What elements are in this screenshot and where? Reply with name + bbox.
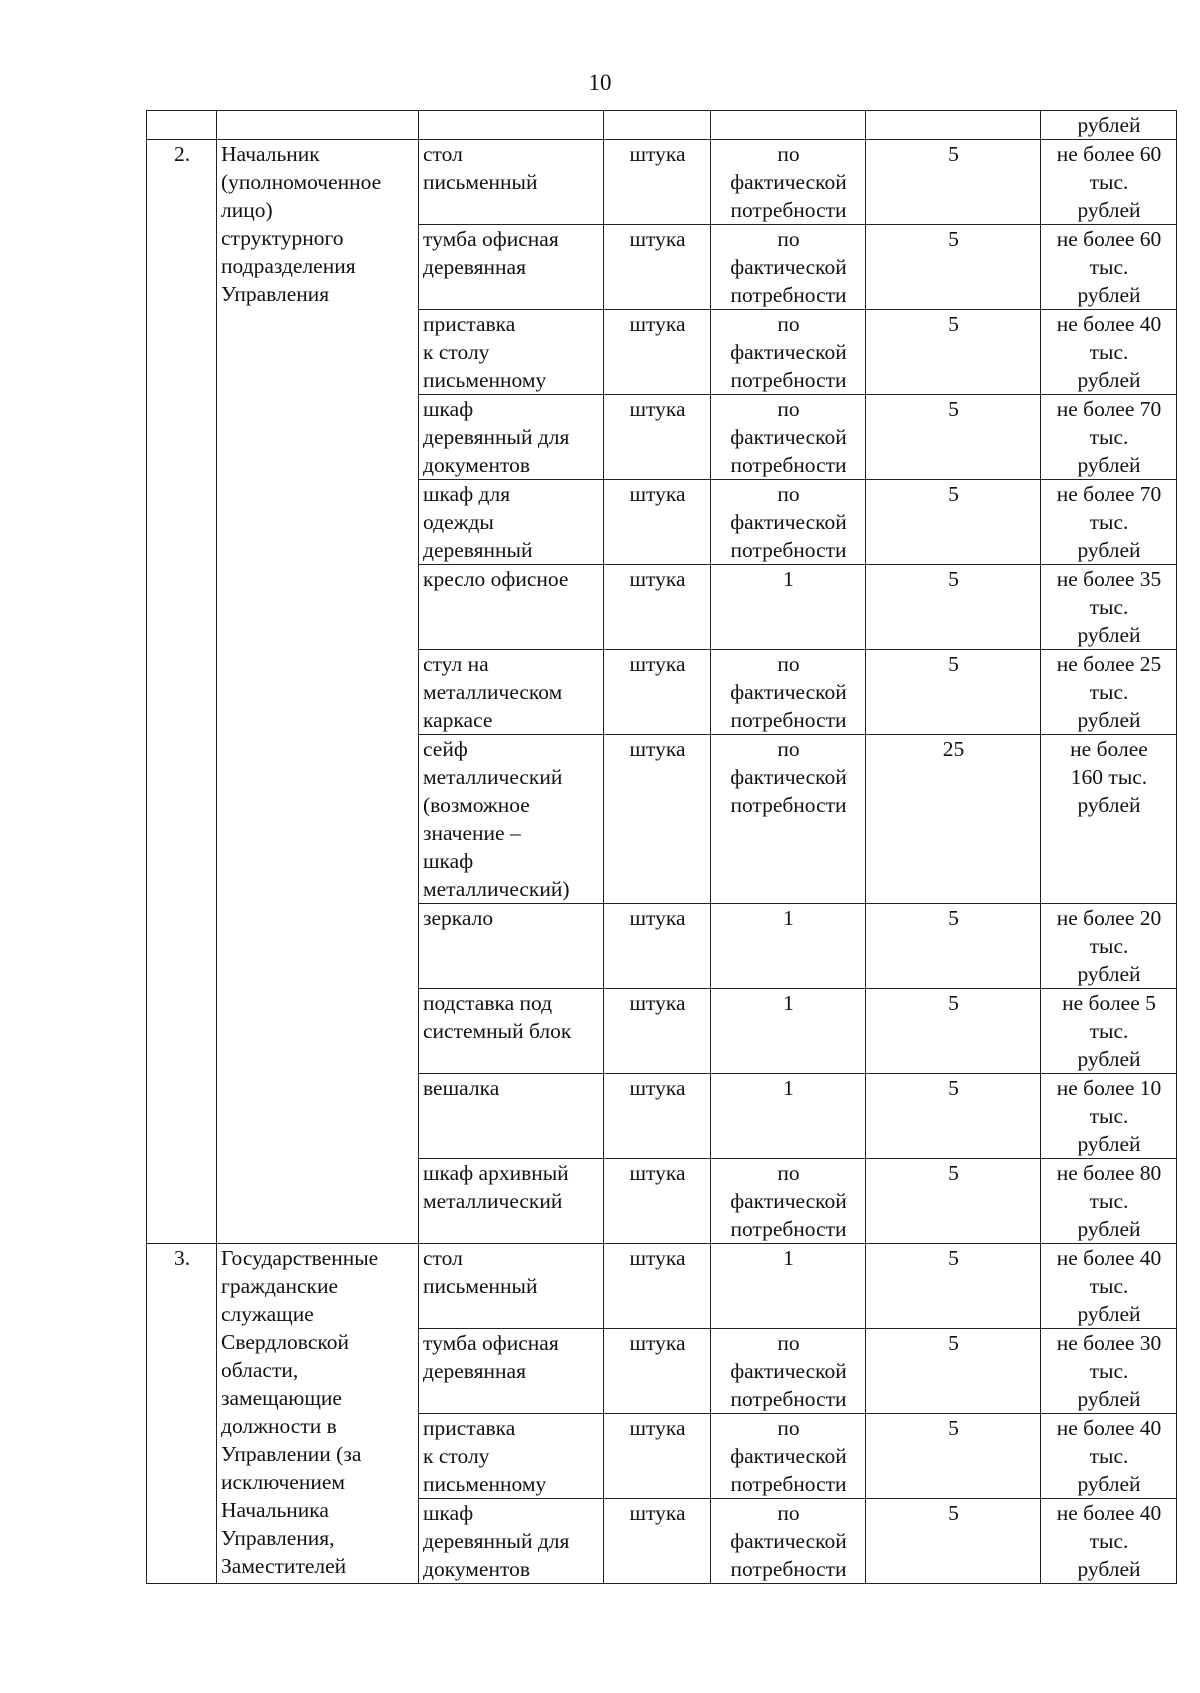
- position-cell-line: Государственные: [221, 1246, 379, 1270]
- price-cell-line: рублей: [1077, 708, 1141, 732]
- unit-cell-line: штука: [629, 1331, 686, 1355]
- unit-cell-line: штука: [629, 737, 686, 761]
- unit-cell-line: штука: [629, 1501, 686, 1525]
- position-cell-line: области,: [221, 1358, 299, 1382]
- price-cell-line: тыс.: [1089, 680, 1129, 704]
- unit-cell-line: штука: [629, 906, 686, 930]
- service-life-cell: [866, 480, 1041, 565]
- quantity-cell-line: фактической: [730, 170, 847, 194]
- unit-cell: [604, 735, 711, 904]
- item-name-cell-line: деревянный для: [423, 425, 570, 449]
- quantity-cell-line: по: [777, 142, 800, 166]
- position-cell: [217, 140, 419, 1244]
- price-cell-line: тыс.: [1089, 595, 1129, 619]
- table-header-continuation-row: [147, 111, 1177, 140]
- price-cell: [1041, 140, 1177, 225]
- price-cell-line: рублей: [1077, 453, 1141, 477]
- quantity-cell-line: фактической: [730, 255, 847, 279]
- price-cell-line: рублей: [1077, 1387, 1141, 1411]
- price-cell-line: тыс.: [1089, 1274, 1129, 1298]
- item-name-cell-line: приставка: [423, 312, 516, 336]
- item-name-cell-line: стул на: [423, 652, 489, 676]
- quantity-cell-line: 1: [783, 1076, 794, 1100]
- item-name-cell: [419, 989, 604, 1074]
- quantity-cell: [711, 480, 866, 565]
- unit-cell-line: штука: [629, 1076, 686, 1100]
- service-life-cell: [866, 1414, 1041, 1499]
- item-name-cell-line: к столу: [423, 340, 490, 364]
- quantity-cell-line: по: [777, 1331, 800, 1355]
- item-name-cell-line: шкаф архивный: [423, 1161, 569, 1185]
- position-cell-line: исключением: [221, 1470, 345, 1494]
- quantity-cell-line: потребности: [730, 1387, 847, 1411]
- item-name-cell-line: письменному: [423, 368, 547, 392]
- price-cell: [1041, 650, 1177, 735]
- price-cell-line: рублей: [1077, 368, 1141, 392]
- price-cell-line: 160 тыс.: [1070, 765, 1148, 789]
- quantity-cell-line: потребности: [730, 538, 847, 562]
- price-cell: [1041, 1159, 1177, 1244]
- position-cell-line: Управления: [221, 282, 330, 306]
- item-name-cell-line: шкаф: [423, 849, 474, 873]
- service-life-cell-line: 5: [948, 906, 959, 930]
- position-cell-line: замещающие: [221, 1386, 342, 1410]
- item-name-cell-line: письменный: [423, 170, 538, 194]
- price-cell-line: не более 80: [1056, 1161, 1162, 1185]
- position-cell-line: (уполномоченное: [221, 170, 382, 194]
- price-cell-line: не более 40: [1056, 1246, 1162, 1270]
- service-life-cell-line: 5: [948, 567, 959, 591]
- service-life-cell-line: 5: [948, 991, 959, 1015]
- quantity-cell: [711, 904, 866, 989]
- unit-cell: [604, 395, 711, 480]
- item-name-cell-line: шкаф для: [423, 482, 511, 506]
- service-life-cell: [866, 650, 1041, 735]
- quantity-cell: [711, 1074, 866, 1159]
- quantity-cell: [711, 225, 866, 310]
- item-name-cell: [419, 904, 604, 989]
- unit-cell: [604, 140, 711, 225]
- quantity-cell-line: фактической: [730, 1359, 847, 1383]
- service-life-cell: [866, 395, 1041, 480]
- quantity-cell-line: 1: [783, 906, 794, 930]
- quantity-cell-line: потребности: [730, 198, 847, 222]
- item-name-cell: [419, 735, 604, 904]
- price-cell-line: тыс.: [1089, 255, 1129, 279]
- quantity-cell-line: фактической: [730, 510, 847, 534]
- quantity-cell-line: по: [777, 1416, 800, 1440]
- price-cell-line: рублей: [1077, 1217, 1141, 1241]
- quantity-cell-line: фактической: [730, 1529, 847, 1553]
- service-life-cell-line: 5: [948, 482, 959, 506]
- price-cell-line: рублей: [1077, 1132, 1141, 1156]
- quantity-cell-line: потребности: [730, 1472, 847, 1496]
- quantity-cell-line: потребности: [730, 368, 847, 392]
- table-cell: [147, 111, 217, 140]
- service-life-cell-line: 5: [948, 1416, 959, 1440]
- item-name-cell-line: вешалка: [423, 1076, 500, 1100]
- position-cell-line: Заместителей: [221, 1554, 347, 1578]
- price-cell-line: тыс.: [1089, 1359, 1129, 1383]
- price-cell-line: рублей: [1077, 1472, 1141, 1496]
- position-cell-line: Начальник: [221, 142, 320, 166]
- quantity-cell-line: 1: [783, 1246, 794, 1270]
- service-life-cell: [866, 735, 1041, 904]
- price-cell-line: тыс.: [1089, 1104, 1129, 1128]
- price-cell-line: рублей: [1077, 1302, 1141, 1326]
- item-name-cell-line: значение –: [423, 821, 521, 845]
- table-cell: [711, 111, 866, 140]
- quantity-cell: [711, 140, 866, 225]
- item-name-cell-line: шкаф: [423, 397, 474, 421]
- item-name-cell: [419, 480, 604, 565]
- position-cell-line: должности в: [221, 1414, 337, 1438]
- unit-cell-line: штука: [629, 397, 686, 421]
- price-cell-line: не более 20: [1056, 906, 1162, 930]
- item-name-cell-line: системный блок: [423, 1019, 572, 1043]
- unit-cell-line: штука: [629, 312, 686, 336]
- unit-cell: [604, 1244, 711, 1329]
- position-cell-line: структурного: [221, 226, 344, 250]
- item-name-cell: [419, 140, 604, 225]
- quantity-cell-line: 1: [783, 991, 794, 1015]
- item-name-cell-line: документов: [423, 1557, 530, 1581]
- item-name-cell-line: тумба офисная: [423, 1331, 559, 1355]
- quantity-cell-line: потребности: [730, 1217, 847, 1241]
- unit-cell-line: штука: [629, 1161, 686, 1185]
- service-life-cell: [866, 1499, 1041, 1584]
- position-cell: [217, 1244, 419, 1584]
- unit-cell-line: штука: [629, 1246, 686, 1270]
- item-name-cell-line: стол: [423, 1246, 463, 1270]
- unit-cell-line: штука: [629, 652, 686, 676]
- price-cell-line: тыс.: [1089, 425, 1129, 449]
- item-name-cell-line: деревянный для: [423, 1529, 570, 1553]
- item-name-cell: [419, 1499, 604, 1584]
- quantity-cell: [711, 1244, 866, 1329]
- quantity-cell: [711, 1414, 866, 1499]
- item-name-cell-line: стол: [423, 142, 463, 166]
- row-number-cell-line: 3.: [173, 1246, 191, 1270]
- price-cell: рублей: [1041, 111, 1177, 140]
- quantity-cell-line: потребности: [730, 793, 847, 817]
- service-life-cell-line: 5: [948, 1246, 959, 1270]
- item-name-cell-line: к столу: [423, 1444, 490, 1468]
- unit-cell-line: штука: [629, 482, 686, 506]
- service-life-cell: [866, 989, 1041, 1074]
- item-name-cell-line: сейф: [423, 737, 468, 761]
- quantity-cell-line: фактической: [730, 425, 847, 449]
- unit-cell: [604, 1329, 711, 1414]
- price-cell-line: не более 60: [1056, 227, 1162, 251]
- service-life-cell: [866, 565, 1041, 650]
- item-name-cell-line: письменный: [423, 1274, 538, 1298]
- quantity-cell-line: фактической: [730, 765, 847, 789]
- quantity-cell-line: по: [777, 1161, 800, 1185]
- table-cell: [419, 111, 604, 140]
- quantity-cell-line: потребности: [730, 1557, 847, 1581]
- quantity-cell: [711, 650, 866, 735]
- price-cell-line: тыс.: [1089, 1019, 1129, 1043]
- price-cell: [1041, 1414, 1177, 1499]
- quantity-cell-line: потребности: [730, 453, 847, 477]
- unit-cell: [604, 1159, 711, 1244]
- position-cell-line: лицо): [221, 198, 273, 222]
- item-name-cell-line: металлический: [423, 765, 563, 789]
- price-cell-line: не более 70: [1056, 397, 1162, 421]
- quantity-cell-line: фактической: [730, 680, 847, 704]
- price-cell-line: не более 10: [1056, 1076, 1162, 1100]
- price-cell-line: не более 25: [1056, 652, 1162, 676]
- price-cell: [1041, 310, 1177, 395]
- unit-cell: [604, 310, 711, 395]
- quantity-cell: [711, 395, 866, 480]
- item-name-cell: [419, 395, 604, 480]
- price-cell-line: тыс.: [1089, 510, 1129, 534]
- item-name-cell: [419, 310, 604, 395]
- quantity-cell-line: фактической: [730, 1444, 847, 1468]
- position-cell-line: Начальника: [221, 1498, 329, 1522]
- quantity-cell-line: по: [777, 227, 800, 251]
- service-life-cell-line: 5: [948, 1076, 959, 1100]
- price-cell: [1041, 989, 1177, 1074]
- table-row: [147, 1244, 1177, 1329]
- quantity-cell-line: потребности: [730, 283, 847, 307]
- quantity-cell-line: по: [777, 1501, 800, 1525]
- item-name-cell-line: документов: [423, 453, 530, 477]
- unit-cell: [604, 650, 711, 735]
- service-life-cell: [866, 904, 1041, 989]
- service-life-cell-line: 5: [948, 1331, 959, 1355]
- item-name-cell-line: деревянная: [423, 1359, 526, 1383]
- item-name-cell-line: подставка под: [423, 991, 553, 1015]
- price-cell-line: рублей: [1077, 538, 1141, 562]
- item-name-cell: [419, 1244, 604, 1329]
- price-cell: [1041, 1499, 1177, 1584]
- quantity-cell-line: фактической: [730, 1189, 847, 1213]
- price-cell: [1041, 904, 1177, 989]
- price-cell-line: рублей: [1077, 1047, 1141, 1071]
- row-number-cell: [147, 140, 217, 1244]
- item-name-cell: [419, 225, 604, 310]
- item-name-cell-line: (возможное: [423, 793, 530, 817]
- item-name-cell: [419, 1414, 604, 1499]
- unit-cell-line: штука: [629, 227, 686, 251]
- service-life-cell-line: 5: [948, 397, 959, 421]
- price-cell-line: не более 40: [1056, 312, 1162, 336]
- price-cell-line: не более 70: [1056, 482, 1162, 506]
- page-number: 10: [588, 70, 612, 95]
- quantity-cell-line: фактической: [730, 340, 847, 364]
- service-life-cell: [866, 140, 1041, 225]
- unit-cell: [604, 904, 711, 989]
- unit-cell-line: штука: [629, 567, 686, 591]
- service-life-cell-line: 5: [948, 227, 959, 251]
- unit-cell: [604, 1074, 711, 1159]
- table-row: [147, 140, 1177, 225]
- price-cell-line: рублей: [1077, 198, 1141, 222]
- quantity-cell-line: по: [777, 482, 800, 506]
- price-cell-line: не более 30: [1056, 1331, 1162, 1355]
- price-cell-line: тыс.: [1089, 340, 1129, 364]
- service-life-cell: [866, 225, 1041, 310]
- service-life-cell-line: 5: [948, 312, 959, 336]
- item-name-cell-line: каркасе: [423, 708, 493, 732]
- quantity-cell-line: по: [777, 312, 800, 336]
- table-cell: [604, 111, 711, 140]
- item-name-cell: [419, 565, 604, 650]
- price-cell: [1041, 735, 1177, 904]
- item-name-cell-line: одежды: [423, 510, 494, 534]
- unit-cell: [604, 1499, 711, 1584]
- unit-cell-line: штука: [629, 991, 686, 1015]
- quantity-cell: [711, 1499, 866, 1584]
- position-cell-line: Свердловской: [221, 1330, 349, 1354]
- quantity-cell: [711, 1159, 866, 1244]
- service-life-cell: [866, 1074, 1041, 1159]
- service-life-cell-line: 5: [948, 1501, 959, 1525]
- price-cell: [1041, 480, 1177, 565]
- item-name-cell-line: тумба офисная: [423, 227, 559, 251]
- item-name-cell: [419, 1074, 604, 1159]
- row-number-cell: [147, 1244, 217, 1584]
- quantity-cell-line: по: [777, 397, 800, 421]
- price-cell: [1041, 1329, 1177, 1414]
- price-cell-line: тыс.: [1089, 1444, 1129, 1468]
- quantity-cell-line: потребности: [730, 708, 847, 732]
- position-cell-line: подразделения: [221, 254, 356, 278]
- price-cell-line: не более 40: [1056, 1501, 1162, 1525]
- quantity-cell-line: 1: [783, 567, 794, 591]
- position-cell-line: Управлении (за: [221, 1442, 362, 1466]
- service-life-cell-line: 5: [948, 1161, 959, 1185]
- unit-cell: [604, 225, 711, 310]
- item-name-cell-line: металлический): [423, 877, 570, 901]
- price-cell-line: тыс.: [1089, 1189, 1129, 1213]
- price-cell-line: не более 40: [1056, 1416, 1162, 1440]
- quantity-cell-line: по: [777, 652, 800, 676]
- unit-cell-line: штука: [629, 142, 686, 166]
- price-cell: [1041, 225, 1177, 310]
- unit-cell-line: штука: [629, 1416, 686, 1440]
- service-life-cell: [866, 1159, 1041, 1244]
- item-name-cell-line: приставка: [423, 1416, 516, 1440]
- item-name-cell: [419, 650, 604, 735]
- price-cell: [1041, 1074, 1177, 1159]
- table-cell: [866, 111, 1041, 140]
- price-cell: [1041, 565, 1177, 650]
- item-name-cell-line: металлическом: [423, 680, 563, 704]
- item-name-cell: [419, 1329, 604, 1414]
- table-cell: [217, 111, 419, 140]
- price-cell-line: тыс.: [1089, 1529, 1129, 1553]
- price-cell-line: не более: [1070, 737, 1148, 761]
- price-cell: [1041, 395, 1177, 480]
- row-number-cell-line: 2.: [173, 142, 191, 166]
- item-name-cell: [419, 1159, 604, 1244]
- item-name-cell-line: зеркало: [423, 906, 494, 930]
- price-cell-line: тыс.: [1089, 170, 1129, 194]
- price-cell-line: рублей: [1077, 962, 1141, 986]
- quantity-cell: [711, 1329, 866, 1414]
- item-name-cell-line: кресло офисное: [423, 567, 569, 591]
- service-life-cell-line: 5: [948, 652, 959, 676]
- unit-cell: [604, 565, 711, 650]
- item-name-cell-line: деревянный: [423, 538, 533, 562]
- price-cell-line: рублей: [1077, 623, 1141, 647]
- service-life-cell: [866, 1329, 1041, 1414]
- price-cell: [1041, 1244, 1177, 1329]
- quantity-cell: [711, 735, 866, 904]
- unit-cell: [604, 989, 711, 1074]
- service-life-cell: [866, 310, 1041, 395]
- unit-cell: [604, 1414, 711, 1499]
- price-cell-line: рублей: [1077, 283, 1141, 307]
- service-life-cell: [866, 1244, 1041, 1329]
- price-cell-line: рублей: [1077, 1557, 1141, 1581]
- quantity-cell: [711, 565, 866, 650]
- item-name-cell-line: деревянная: [423, 255, 526, 279]
- position-cell-line: гражданские: [221, 1274, 338, 1298]
- quantity-cell: [711, 310, 866, 395]
- item-name-cell-line: письменному: [423, 1472, 547, 1496]
- unit-cell: [604, 480, 711, 565]
- service-life-cell-line: 25: [942, 737, 965, 761]
- price-cell-line: рублей: [1077, 793, 1141, 817]
- item-name-cell-line: шкаф: [423, 1501, 474, 1525]
- price-cell-line: не более 35: [1056, 567, 1162, 591]
- item-name-cell-line: металлический: [423, 1189, 563, 1213]
- position-cell-line: Управления,: [221, 1526, 335, 1550]
- price-cell-line: тыс.: [1089, 934, 1129, 958]
- price-cell-line: не более 5: [1062, 991, 1156, 1015]
- position-cell-line: служащие: [221, 1302, 314, 1326]
- quantity-cell: [711, 989, 866, 1074]
- service-life-cell-line: 5: [948, 142, 959, 166]
- price-cell-line: не более 60: [1056, 142, 1162, 166]
- furniture-norms-table: [146, 110, 1177, 1584]
- quantity-cell-line: по: [777, 737, 800, 761]
